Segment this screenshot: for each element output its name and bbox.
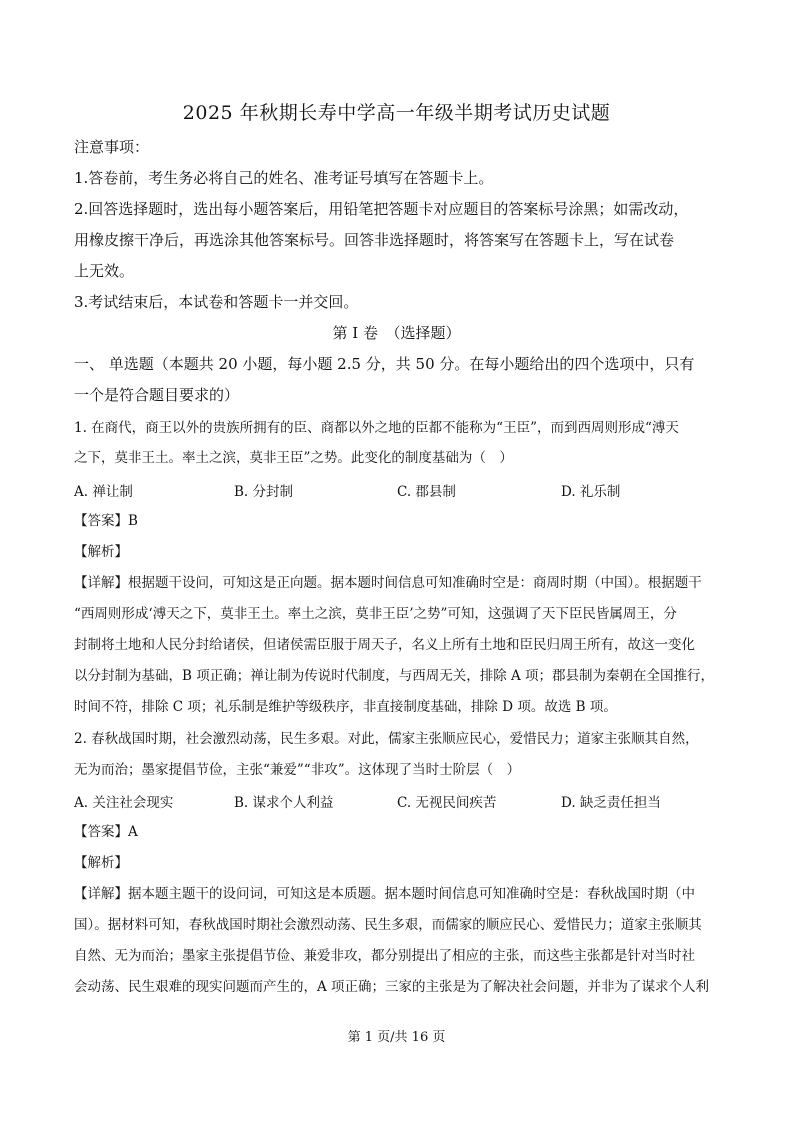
q2-option-d: D. 缺乏责任担当 — [561, 795, 661, 811]
q1-detail-line-3: 封制将土地和人民分封给诸侯，但诸侯需臣服于周天子，名义上所有土地和臣民归周王所有，故这一变化 — [74, 637, 695, 653]
question-1-line-2: 之下，莫非王土。率土之滨，莫非王臣”之势。此变化的制度基础为（ ） — [74, 450, 513, 466]
q2-detail-line-2: 国）。据材料可知，春秋战国时期社会激烈动荡、民生多艰，而儒家的顺应民心、爱惜民力；道家主张顺其 — [74, 917, 702, 933]
question-2-line-2: 无为而治；墨家提倡节俭，主张“兼爱”“非攻”。这体现了当时士阶层（ ） — [74, 762, 521, 778]
notice-item-2-line-2: 用橡皮擦干净后，再选涂其他答案标号。回答非选择题时，将答案写在答题卡上，写在试卷 — [74, 231, 675, 249]
notice-item-3: 3.考试结束后，本试卷和答题卡一并交回。 — [74, 293, 359, 311]
q1-answer: 【答案】B — [74, 513, 138, 529]
q1-detail-line-5: 时间不符，排除 C 项；礼乐制是维护等级秩序，非直接制度基础，排除 D 项。故选 B 项。 — [74, 699, 617, 715]
q1-detail-line-2: “西周则形成‘溥天之下，莫非王土。率土之滨，莫非王臣’之势”可知，这强调了天下臣民皆属周王，分 — [74, 606, 677, 622]
q2-option-b: B. 谋求个人利益 — [234, 795, 334, 811]
notice-item-2-line-3: 上无效。 — [74, 262, 135, 280]
q2-detail-line-4: 会动荡、民生艰难的现实问题而产生的，A 项正确；三家的主张是为了解决社会问题，并非为了谋求个人利 — [74, 979, 710, 995]
page-number: 第 1 页/共 16 页 — [347, 1030, 446, 1045]
part-heading-line-1: 一、 单选题（本题共 20 小题，每小题 2.5 分，共 50 分。在每小题给出的四个选项中，只有 — [74, 355, 695, 373]
part-heading-line-2: 一个是符合题目要求的） — [74, 386, 240, 404]
q1-option-d: D. 礼乐制 — [561, 484, 621, 500]
page-title: 2025 年秋期长寿中学高一年级半期考试历史试题 — [182, 102, 611, 124]
notice-heading: 注意事项： — [74, 138, 150, 156]
q2-option-a: A. 关注社会现实 — [74, 795, 174, 811]
q2-detail-line-3: 自然、无为而治；墨家主张提倡节俭、兼爱非攻，都分别提出了相应的主张，而这些主张都是针对当时社 — [74, 948, 695, 964]
notice-item-1: 1.答卷前，考生务必将自己的姓名、准考证号填写在答题卡上。 — [74, 169, 494, 187]
q1-analysis-label: 【解析】 — [74, 544, 128, 560]
question-2-line-1: 2. 春秋战国时期，社会激烈动荡，民生多艰。对此，儒家主张顺应民心，爱惜民力；道家主张顺其自然， — [74, 731, 699, 747]
section-title: 第 I 卷 （选择题） — [332, 324, 461, 342]
q1-option-c: C. 郡县制 — [397, 484, 456, 500]
question-1-line-1: 1. 在商代，商王以外的贵族所拥有的臣、商都以外之地的臣都不能称为“王臣”，而到西周则形成“溥天 — [74, 420, 679, 436]
q1-option-b: B. 分封制 — [234, 484, 294, 500]
q1-detail-line-1: 【详解】根据题干设问，可知这是正向题。据本题时间信息可知准确时空是：商周时期（中国）。根据题干 — [74, 575, 702, 591]
question-2-options — [74, 791, 724, 811]
q2-detail-line-1: 【详解】据本题主题干的设问词，可知这是本质题。据本题时间信息可知准确时空是：春秋战国时期（中 — [74, 886, 695, 902]
q2-answer: 【答案】A — [74, 824, 138, 840]
question-1-options — [74, 480, 724, 500]
q2-analysis-label: 【解析】 — [74, 855, 128, 871]
notice-item-2-line-1: 2.回答选择题时，选出每小题答案后，用铅笔把答题卡对应题目的答案标号涂黑；如需改动， — [74, 200, 689, 218]
q2-option-c: C. 无视民间疾苦 — [397, 795, 497, 811]
q1-option-a: A. 禅让制 — [74, 484, 133, 500]
q1-detail-line-4: 以分封制为基础，B 项正确；禅让制为传说时代制度，与西周无关，排除 A 项；郡县制为秦朝在全国推行， — [74, 668, 715, 684]
